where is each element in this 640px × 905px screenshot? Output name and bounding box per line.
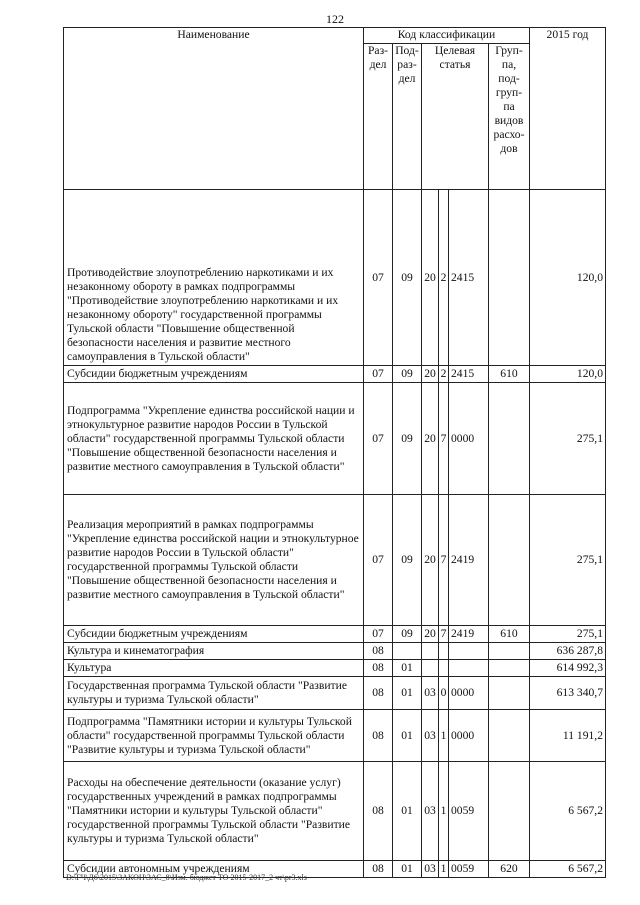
- file-path-footer: D:\ГЧ\Д6\2015\ЗАКОН\ЗАС_8\Изм. бюджет ТО 2015-2017_2 чт\pr3.xls: [66, 873, 307, 882]
- row-target-subprogram: 7: [439, 383, 449, 495]
- row-section: 08: [364, 710, 393, 762]
- row-subsection: 01: [393, 710, 422, 762]
- row-expense-group: [489, 495, 530, 626]
- header-subsection: Под- раз- дел: [393, 44, 422, 190]
- row-subsection: 01: [393, 762, 422, 861]
- row-amount: 120,0: [530, 366, 606, 383]
- row-subsection: 01: [393, 677, 422, 710]
- row-name: Культура и кинематография: [64, 643, 364, 660]
- row-subsection: [393, 643, 422, 660]
- row-name: Субсидии бюджетным учреждениям: [64, 626, 364, 643]
- row-target-direction: [449, 660, 489, 677]
- row-target-direction: 0059: [449, 861, 489, 878]
- row-section: 08: [364, 677, 393, 710]
- row-target-direction: 0059: [449, 762, 489, 861]
- row-target-program: 20: [422, 190, 439, 366]
- row-target-subprogram: 2: [439, 366, 449, 383]
- row-target-subprogram: 7: [439, 626, 449, 643]
- row-target-direction: 0000: [449, 677, 489, 710]
- row-subsection: 09: [393, 495, 422, 626]
- row-target-subprogram: [439, 660, 449, 677]
- table-row: [64, 677, 606, 710]
- row-amount: 636 287,8: [530, 643, 606, 660]
- row-target-subprogram: 1: [439, 762, 449, 861]
- header-name: Наименование: [64, 28, 364, 190]
- row-target-subprogram: 7: [439, 495, 449, 626]
- row-expense-group: [489, 660, 530, 677]
- row-name: Реализация мероприятий в рамках подпрограммы "Укрепление единства российской нации и этнокультурное развитие народов России в Тульской области" государственной программы Тульской области "Повышение общественной безопасности населения и развитие местного самоуправления в Тульской области": [64, 495, 364, 626]
- row-target-direction: 2419: [449, 495, 489, 626]
- row-target-program: [422, 660, 439, 677]
- row-section: 07: [364, 495, 393, 626]
- row-target-program: 03: [422, 861, 439, 878]
- table-row: [64, 710, 606, 762]
- row-target-direction: 2415: [449, 366, 489, 383]
- row-target-program: 03: [422, 710, 439, 762]
- row-amount: 614 992,3: [530, 660, 606, 677]
- row-target-program: 20: [422, 383, 439, 495]
- row-subsection: 01: [393, 861, 422, 878]
- row-expense-group: [489, 710, 530, 762]
- row-subsection: 09: [393, 190, 422, 366]
- row-target-program: [422, 643, 439, 660]
- row-section: 08: [364, 861, 393, 878]
- row-section: 07: [364, 190, 393, 366]
- row-expense-group: 610: [489, 626, 530, 643]
- row-expense-group: [489, 762, 530, 861]
- row-target-subprogram: 1: [439, 861, 449, 878]
- row-target-subprogram: [439, 643, 449, 660]
- page-number: 122: [326, 12, 344, 26]
- table-body: [64, 190, 606, 878]
- row-name: Субсидии бюджетным учреждениям: [64, 366, 364, 383]
- row-subsection: 01: [393, 660, 422, 677]
- table-row: [64, 190, 606, 366]
- row-section: 07: [364, 626, 393, 643]
- row-name: Субсидии автономным учреждениям: [64, 861, 364, 878]
- row-amount: 275,1: [530, 495, 606, 626]
- row-section: 08: [364, 762, 393, 861]
- row-target-program: 20: [422, 495, 439, 626]
- row-target-program: 03: [422, 677, 439, 710]
- header-code-group: Код классификации: [364, 28, 530, 44]
- row-amount: 275,1: [530, 626, 606, 643]
- row-amount: 6 567,2: [530, 762, 606, 861]
- header-target: Целевая статья: [422, 44, 489, 190]
- table-row: [64, 643, 606, 660]
- row-subsection: 09: [393, 383, 422, 495]
- row-target-direction: 0000: [449, 710, 489, 762]
- row-target-program: 03: [422, 762, 439, 861]
- header-year: 2015 год: [530, 28, 606, 190]
- row-amount: 613 340,7: [530, 677, 606, 710]
- row-target-direction: 2415: [449, 190, 489, 366]
- row-target-direction: 0000: [449, 383, 489, 495]
- row-target-subprogram: 2: [439, 190, 449, 366]
- row-expense-group: [489, 383, 530, 495]
- row-name: Расходы на обеспечение деятельности (оказание услуг) государственных учреждений в рамках подпрограммы "Памятники истории и культуры Тульской области" государственной программы Тульской области "Развитие культуры и туризма Тульской области": [64, 762, 364, 861]
- row-subsection: 09: [393, 366, 422, 383]
- row-amount: 11 191,2: [530, 710, 606, 762]
- row-expense-group: [489, 643, 530, 660]
- row-amount: 120,0: [530, 190, 606, 366]
- row-section: 08: [364, 660, 393, 677]
- row-name: Государственная программа Тульской области "Развитие культуры и туризма Тульской области": [64, 677, 364, 710]
- row-amount: 275,1: [530, 383, 606, 495]
- row-target-subprogram: 1: [439, 710, 449, 762]
- header-expense-group: Груп- па, под- груп- па видов расхо- дов: [489, 44, 530, 190]
- table-row: [64, 495, 606, 626]
- row-expense-group: 610: [489, 366, 530, 383]
- row-section: 07: [364, 383, 393, 495]
- row-subsection: 09: [393, 626, 422, 643]
- row-target-subprogram: 0: [439, 677, 449, 710]
- row-expense-group: [489, 677, 530, 710]
- row-name: Противодействие злоупотреблению наркотиками и их незаконному обороту в рамках подпрограммы "Противодействие злоупотреблению наркотиками и их незаконному обороту" государственной программы Тульской области "Повышение общественной безопасности населения и развитие местного самоуправления в Тульской области": [64, 190, 364, 366]
- table-row: [64, 660, 606, 677]
- header-section: Раз- дел: [364, 44, 393, 190]
- row-expense-group: [489, 190, 530, 366]
- row-name: Подпрограмма "Укрепление единства российской нации и этнокультурное развитие народов России в Тульской области" государственной программы Тульской области "Повышение общественной безопасности населения и развитие местного самоуправления в Тульской области": [64, 383, 364, 495]
- row-target-program: 20: [422, 366, 439, 383]
- budget-table: [63, 27, 606, 878]
- row-amount: 6 567,2: [530, 861, 606, 878]
- row-section: 07: [364, 366, 393, 383]
- row-target-program: 20: [422, 626, 439, 643]
- row-expense-group: 620: [489, 861, 530, 878]
- row-name: Подпрограмма "Памятники истории и культуры Тульской области" государственной программы Тульской области "Развитие культуры и туризма Тульской области": [64, 710, 364, 762]
- table-row: [64, 762, 606, 861]
- row-target-direction: 2419: [449, 626, 489, 643]
- table-row: [64, 626, 606, 643]
- row-name: Культура: [64, 660, 364, 677]
- row-section: 08: [364, 643, 393, 660]
- table-row: [64, 366, 606, 383]
- table-row: [64, 383, 606, 495]
- row-target-direction: [449, 643, 489, 660]
